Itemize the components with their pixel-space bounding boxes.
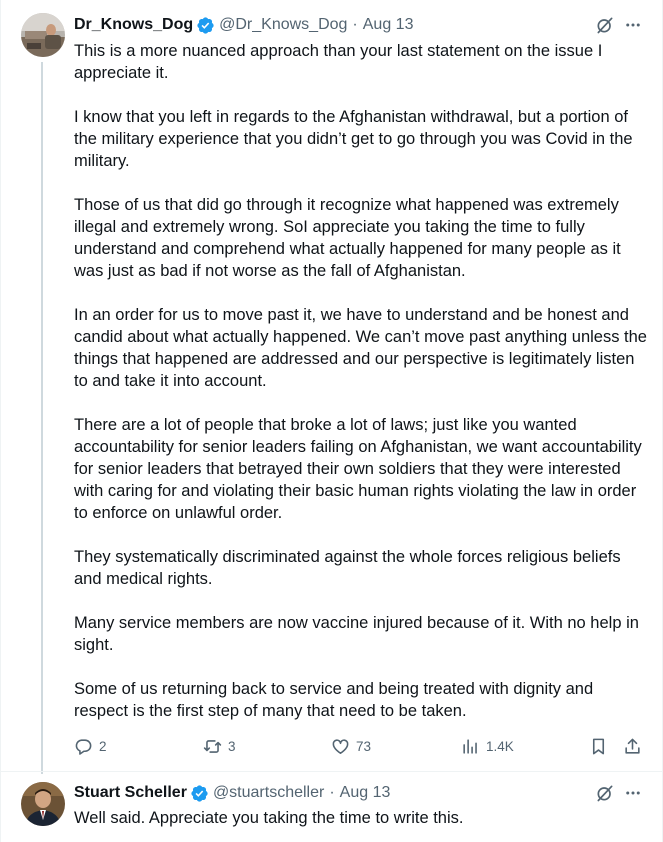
timestamp[interactable]: Aug 13	[362, 16, 414, 33]
tweet-header	[74, 13, 653, 37]
paragraph: They systematically discriminated against the whole forces religious beliefs and medical rights.	[74, 548, 621, 588]
tweet-text	[74, 40, 649, 722]
verified-badge-icon[interactable]	[190, 784, 209, 803]
grok-icon[interactable]	[595, 15, 615, 35]
share-button[interactable]	[623, 734, 642, 758]
retweet-count: 3	[228, 738, 236, 754]
grok-icon[interactable]	[595, 783, 615, 803]
paragraph: Well said. Appreciate you taking the time to write this.	[74, 809, 464, 827]
paragraph: In an order for us to move past it, we have to understand and be honest and candid about what actually happened. We can’t move past anything unless the things that happened are addressed and our perspective is legitimately listen to and take it into account.	[74, 306, 647, 390]
display-name[interactable]: Dr_Knows_Dog	[74, 16, 194, 33]
views-button[interactable]	[461, 734, 514, 758]
reply-icon	[74, 737, 93, 756]
avatar[interactable]	[21, 13, 65, 57]
handle[interactable]: @stuartscheller	[212, 784, 325, 801]
paragraph: There are a lot of people that broke a lot of laws; just like you wanted accountability for senior leaders failing on Afghanistan, we want accountability for senior leaders that betrayed their own soldiers that they were interested with caring for and violating their basic human rights violating the law in order to enforce on unlawful order.	[74, 416, 642, 522]
views-icon	[461, 737, 480, 756]
paragraph: Many service members are now vaccine injured because of it. With no help in sight.	[74, 614, 639, 654]
more-icon[interactable]	[623, 15, 643, 35]
paragraph: I know that you left in regards to the Afghanistan withdrawal, but a portion of the military experience that you didn’t get to go through you was Covid in the military.	[74, 108, 633, 170]
timestamp[interactable]: Aug 13	[339, 784, 391, 801]
retweet-icon	[203, 737, 222, 756]
display-name[interactable]: Stuart Scheller	[74, 784, 187, 801]
share-icon	[623, 737, 642, 756]
paragraph: Those of us that did go through it recognize what happened was extremely illegal and extremely wrong. SoI appreciate you taking the time to fully understand and comprehend what actually happened for many people as it was just as bad if not worse as the fall of Afghanistan.	[74, 196, 621, 280]
retweet-button[interactable]	[203, 734, 236, 758]
like-button[interactable]	[331, 734, 371, 758]
action-bar	[74, 734, 649, 758]
tweet-header	[74, 781, 653, 805]
handle[interactable]: @Dr_Knows_Dog	[219, 16, 348, 33]
tweet-stuart-scheller[interactable]	[0, 772, 663, 842]
tweet-text	[74, 807, 649, 829]
reply-count: 2	[99, 738, 107, 754]
like-count: 73	[356, 738, 372, 754]
paragraph: Some of us returning back to service and being treated with dignity and respect is the first step of many that need to be taken.	[74, 680, 594, 720]
avatar-photo	[21, 782, 65, 826]
thread-line	[41, 62, 43, 774]
like-icon	[331, 737, 350, 756]
paragraph: This is a more nuanced approach than your last statement on the issue I appreciate it.	[74, 42, 603, 82]
bookmark-icon	[589, 737, 608, 756]
separator-dot: ·	[352, 16, 358, 33]
bookmark-button[interactable]	[589, 734, 608, 758]
verified-badge-icon[interactable]	[196, 16, 215, 35]
separator-dot: ·	[329, 784, 335, 801]
more-icon[interactable]	[623, 783, 643, 803]
avatar-photo	[21, 13, 65, 57]
avatar[interactable]	[21, 782, 65, 826]
views-count: 1.4K	[486, 738, 514, 754]
reply-button[interactable]	[74, 734, 107, 758]
